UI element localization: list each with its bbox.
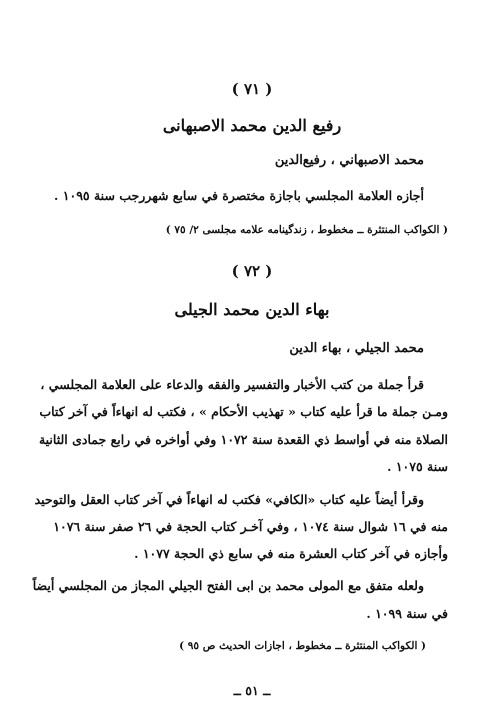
paragraph-line: قرأ جملة من كتب الأخبار والتفسير والفقه والدعاء على العلامة المجلسي ، [40, 377, 424, 392]
page-number: ــ ٥١ ــ [233, 683, 271, 698]
paragraph-line: ولعله متفق مع المولى محمد بن ابى الفتح الجيلي المجاز من المجلسي أيضاً [32, 578, 424, 593]
paragraph-line: ومـن جملة ما قرأ عليه كتاب « تهذيب الأحكام » ، فكتب له انهاءاً في آخر كتاب [39, 404, 448, 419]
entry-number-72: ( ٧٢ ) [231, 262, 273, 280]
paragraph-line: وقرأ أيضاً عليه كتاب «الكافي» فكتب له انهاءاً في آخر كتاب العقل والتوحيد [34, 492, 424, 507]
entry-source-71: ( الكواكب المنتثرة ــ مخطوط ، زندگينامه علامه مجلسى ٢/ ٧٥ ) [165, 224, 448, 236]
paragraph-line: الصلاة منه في أواسط ذي القعدة سنة ١٠٧٢ وفي أواخره في رابع جمادى الثانية [38, 432, 448, 447]
entry-name-line-71: محمد الاصبهاني ، رفيع‌الدين [274, 153, 424, 168]
entry-body-71: أجازه العلامة المجلسي باجازة مختصرة في سابع شهررجب سنة ١٠٩٥ . [54, 188, 424, 203]
entry-number-71: ( ٧١ ) [231, 80, 273, 98]
entry-title-72: بهاء الدين محمد الجيلى [174, 300, 330, 319]
entry-title-71: رفيع الدين محمد الاصبهانى [162, 116, 342, 135]
paragraph-line: وأجازه في آخر كتاب العشرة منه في سابع ذي الحجة ١٠٧٧ . [134, 546, 448, 561]
paragraph-line: منه في ١٦ شوال سنة ١٠٧٤ ، وفي آخـر كتاب الحجة في ٢٦ صفر سنة ١٠٧٦ [53, 519, 448, 534]
entry-name-line-72: محمد الجيلي ، بهاء الدين [289, 341, 424, 356]
entry-source-72: ( الكواكب المنتثرة ــ مخطوط ، اجازات الحديث ص ٩٥ ) [179, 640, 426, 652]
paragraph-line: سنة ١٠٧٥ . [387, 459, 448, 474]
paragraph-line: في سنة ١٠٩٩ . [366, 606, 448, 621]
